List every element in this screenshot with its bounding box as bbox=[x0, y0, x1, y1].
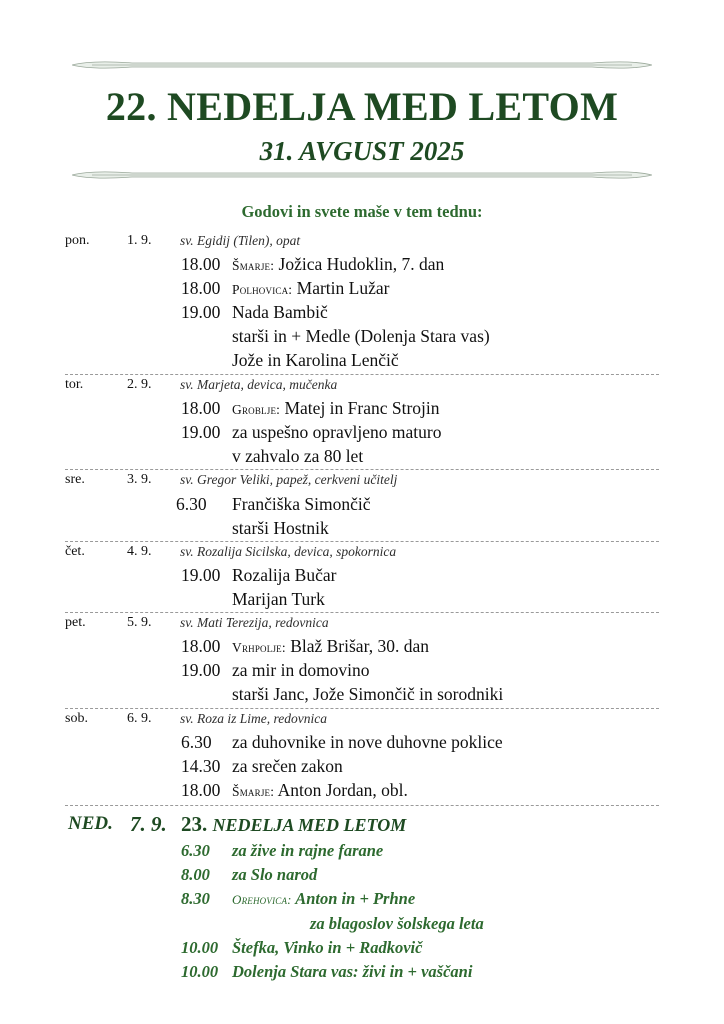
saint-name: sv. Marjeta, devica, mučenka bbox=[180, 377, 338, 392]
mass-time: 10.00 bbox=[181, 962, 219, 981]
mass-intention: za duhovnike in nove duhovne poklice bbox=[232, 732, 503, 752]
section-heading: Godovi in svete maše v tem tednu: bbox=[241, 202, 483, 221]
day-row-friday bbox=[0, 613, 724, 633]
saint-name: sv. Egidij (Tilen), opat bbox=[180, 233, 301, 248]
mass-intention: za Slo narod bbox=[232, 865, 318, 884]
mass-intention: v zahvalo za 80 let bbox=[232, 446, 364, 466]
day-row-wednesday bbox=[0, 470, 724, 490]
mass-row bbox=[0, 660, 724, 680]
mass-intention: Jožica Hudoklin, 7. dan bbox=[278, 254, 445, 274]
mass-time: 19.00 bbox=[181, 660, 221, 680]
mass-row bbox=[0, 302, 724, 322]
mass-row bbox=[0, 589, 724, 609]
day-row-thursday bbox=[0, 542, 724, 562]
day-label: sre. bbox=[65, 472, 85, 487]
mass-row bbox=[0, 732, 724, 752]
mass-time: 18.00 bbox=[181, 278, 221, 298]
day-label: čet. bbox=[65, 544, 85, 559]
mass-time: 19.00 bbox=[181, 565, 221, 585]
day-date: 3. 9. bbox=[127, 472, 152, 487]
mass-row bbox=[0, 684, 724, 704]
mass-intention: starši Janc, Jože Simončič in sorodniki bbox=[232, 684, 504, 704]
mass-row bbox=[0, 780, 724, 800]
day-label: sob. bbox=[65, 711, 88, 726]
saint-name: sv. Gregor Veliki, papež, cerkveni učitelj bbox=[180, 472, 398, 487]
mass-time: 14.30 bbox=[181, 756, 221, 776]
mass-intention: starši Hostnik bbox=[232, 518, 329, 538]
day-label: pet. bbox=[65, 615, 86, 630]
saint-name: sv. Rozalija Sicilska, devica, spokornica bbox=[180, 544, 397, 559]
mass-row bbox=[0, 350, 724, 370]
mass-row bbox=[0, 494, 724, 514]
sunday-title bbox=[181, 810, 406, 839]
mass-row bbox=[0, 422, 724, 442]
mass-intention: Štefka, Vinko in + Radkovič bbox=[232, 938, 423, 957]
sunday-mass-row bbox=[0, 913, 724, 935]
mass-row bbox=[0, 636, 724, 656]
mass-place: Grobljе: bbox=[232, 402, 281, 417]
mass-time: 18.00 bbox=[181, 780, 221, 800]
mass-row bbox=[0, 398, 724, 418]
day-date: 2. 9. bbox=[127, 377, 152, 392]
saint-name: sv. Roza iz Lime, redovnica bbox=[180, 711, 327, 726]
mass-intention: Nada Bambič bbox=[232, 302, 328, 322]
mass-intention: za srečen zakon bbox=[232, 756, 343, 776]
mass-row bbox=[0, 278, 724, 298]
mass-row bbox=[0, 326, 724, 346]
mass-place: Vrhpolje: bbox=[232, 640, 286, 655]
mass-intention: Anton in + Prhne bbox=[295, 889, 416, 908]
sunday-header bbox=[0, 810, 724, 838]
saint-name: sv. Mati Terezija, redovnica bbox=[180, 615, 329, 630]
mass-intention: Matej in Franc Strojin bbox=[284, 398, 440, 418]
mass-time: 19.00 bbox=[181, 422, 221, 442]
page-date: 31. AVGUST 2025 bbox=[259, 136, 465, 166]
mass-time: 19.00 bbox=[181, 302, 221, 322]
top-ornament-divider bbox=[72, 58, 652, 72]
mass-place: Šmarje: bbox=[232, 784, 275, 799]
mass-time: 6.30 bbox=[181, 841, 210, 860]
mass-time: 18.00 bbox=[181, 254, 221, 274]
sunday-mass-row bbox=[0, 937, 724, 959]
mass-time: 8.00 bbox=[181, 865, 210, 884]
mass-intention: za blagoslov šolskega leta bbox=[310, 914, 484, 933]
page-title: 22. NEDELJA MED LETOM bbox=[105, 84, 619, 129]
mass-place: Orehovica: bbox=[232, 892, 292, 907]
mass-time: 18.00 bbox=[181, 398, 221, 418]
day-date: 1. 9. bbox=[127, 233, 152, 248]
mass-intention: Martin Lužar bbox=[296, 278, 390, 298]
mass-intention: Jože in Karolina Lenčič bbox=[232, 350, 399, 370]
sunday-mass-row bbox=[0, 840, 724, 862]
mass-time: 6.30 bbox=[176, 494, 207, 514]
mass-intention: za žive in rajne farane bbox=[232, 841, 384, 860]
mass-intention: za uspešno opravljeno maturo bbox=[232, 422, 442, 442]
mass-intention: Frančiška Simončič bbox=[232, 494, 371, 514]
day-label: tor. bbox=[65, 377, 84, 392]
mass-intention: Marijan Turk bbox=[232, 589, 325, 609]
mass-time: 6.30 bbox=[181, 732, 212, 752]
mass-time: 10.00 bbox=[181, 938, 219, 957]
day-label: pon. bbox=[65, 233, 90, 248]
sunday-title-number: 23. bbox=[181, 812, 208, 836]
mass-row bbox=[0, 446, 724, 466]
mass-intention: Anton Jordan, obl. bbox=[277, 780, 408, 800]
sunday-date: 7. 9. bbox=[130, 812, 167, 836]
mass-row bbox=[0, 565, 724, 585]
day-separator bbox=[65, 805, 659, 806]
mass-intention: Dolenja Stara vas: živi in + vaščani bbox=[232, 962, 473, 981]
sunday-mass-row bbox=[0, 864, 724, 886]
mass-place: Polhovica: bbox=[232, 282, 293, 297]
day-date: 4. 9. bbox=[127, 544, 152, 559]
mass-time: 18.00 bbox=[181, 636, 221, 656]
sunday-title-text: NEDELJA MED LETOM bbox=[212, 815, 407, 835]
sunday-mass-row bbox=[0, 888, 724, 910]
day-row-saturday bbox=[0, 709, 724, 729]
day-date: 6. 9. bbox=[127, 711, 152, 726]
mass-intention: za mir in domovino bbox=[232, 660, 370, 680]
day-row-monday bbox=[0, 231, 724, 251]
mass-row bbox=[0, 756, 724, 776]
bottom-ornament-divider bbox=[72, 168, 652, 182]
mass-intention: Rozalija Bučar bbox=[232, 565, 337, 585]
mass-row bbox=[0, 518, 724, 538]
mass-intention: starši in + Medle (Dolenja Stara vas) bbox=[232, 326, 490, 346]
day-row-tuesday bbox=[0, 375, 724, 395]
sunday-day-label: NED. bbox=[68, 813, 113, 834]
mass-intention: Blaž Brišar, 30. dan bbox=[290, 636, 429, 656]
mass-time: 8.30 bbox=[181, 889, 210, 908]
mass-place: Šmarje: bbox=[232, 258, 275, 273]
day-date: 5. 9. bbox=[127, 615, 152, 630]
sunday-mass-row bbox=[0, 961, 724, 983]
mass-row bbox=[0, 254, 724, 274]
